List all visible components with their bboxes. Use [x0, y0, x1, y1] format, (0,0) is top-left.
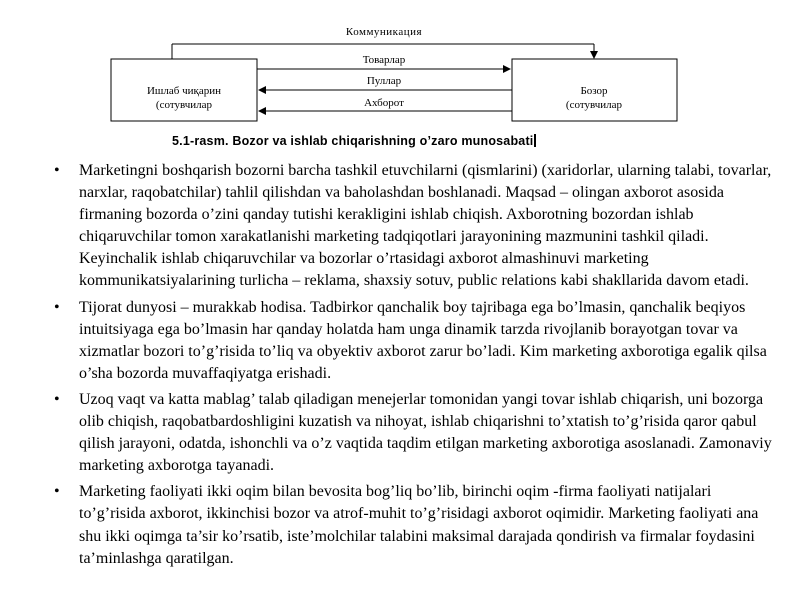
- text-cursor: [534, 134, 536, 147]
- market-box-line2: (сотувчилар: [565, 99, 623, 111]
- goods-label: Товарлар: [362, 54, 406, 66]
- bullet-icon: •: [54, 390, 60, 408]
- producer-box-line2: (сотувчилар: [155, 99, 213, 111]
- market-box-line1: Бозор: [580, 85, 608, 97]
- producer-box-line1: Ишлаб чиқарин: [146, 85, 222, 97]
- bullet-text: Marketing faoliyati ikki oqim bilan bevosita bog’liq bo’lib, birinchi oqim -firma faoliyati natijalari to’g’risida axborot, ikkinchisi bozor va atrof-muhit to’g’risidagi axborot oqimidir. Marketing faoliyati ana shu ikki oqimga ta’sir ko’rsatib, iste’molchilar talabini maksimal darajada qondirish va firmalar foydasini ta’minlashga qaratilgan.: [79, 483, 759, 567]
- bullet-item: [54, 297, 774, 385]
- market-production-diagram: [0, 0, 800, 140]
- communication-label: Коммуникация: [345, 26, 423, 38]
- bullet-item: [54, 389, 774, 477]
- bullet-icon: •: [54, 298, 60, 316]
- bullet-item: [54, 160, 774, 293]
- bullet-text: Tijorat dunyosi – murakkab hodisa. Tadbirkor qanchalik boy tajribaga ega bo’lmasin, qanchalik beqiyos intuitsiyaga ega bo’lmasin har qanday holatda ham unga dinamik tarzda rivojlanib borayotgan tovar va xizmatlar bozori to’g’risida to’liq va obyektiv axborot zarur bo’ladi. Kim marketing axborotiga egalik qilsa o’sha bozorda muvaffaqiyatga erishadi.: [79, 298, 767, 382]
- bullet-text: Uzoq vaqt va katta mablag’ talab qiladigan menejerlar tomonidan yangi tovar ishlab chiqarish, uni bozorga olib chiqish, raqobatbardoshligini kuzatish va nihoyat, ishlab chiqarishni to’xtatish to’g’risida qaror qabul qilish jarayoni, odatda, ishonchli va o’z vaqtida taqdim etilgan marketing axborotiga asoslanadi. Zamonaviy marketing axborotga tayanadi.: [79, 390, 772, 475]
- bullet-icon: •: [54, 483, 60, 501]
- figure-caption: [172, 134, 536, 148]
- money-label: Пуллар: [366, 75, 402, 87]
- bullet-icon: •: [54, 162, 60, 179]
- bullet-item: [54, 481, 774, 569]
- bullet-text: Marketingni boshqarish bozorni barcha tashkil etuvchilarni (qismlarini) (xaridorlar, ularning talabi, tovarlar, narxlar, raqobatchilar) tahlil qilishdan va baholashdan boshlanadi. Maqsad – olingan axborot asosida firmaning bozorda o’zini qanday tutishi kerakligini ishlab chiqish. Axborotning bozordan ishlab chiqaruvchilar tomon xarakatlanishi marketing tadqiqotlari jarayonining mazmunini tashkil qiladi. Keyinchalik ishlab chiqaruvchilar va bozorlar o’rtasidagi axborot almashinuvi marketing kommunikatsiyalarining turlicha – reklama, shaxsiy sotuv, public relations kabi shakllarida davom etadi.: [79, 162, 772, 290]
- information-label: Ахборот: [364, 97, 404, 109]
- bullet-list: [54, 160, 774, 574]
- figure-caption-text: 5.1-rasm. Bozor va ishlab chiqarishning o’zaro munosabati: [172, 134, 534, 148]
